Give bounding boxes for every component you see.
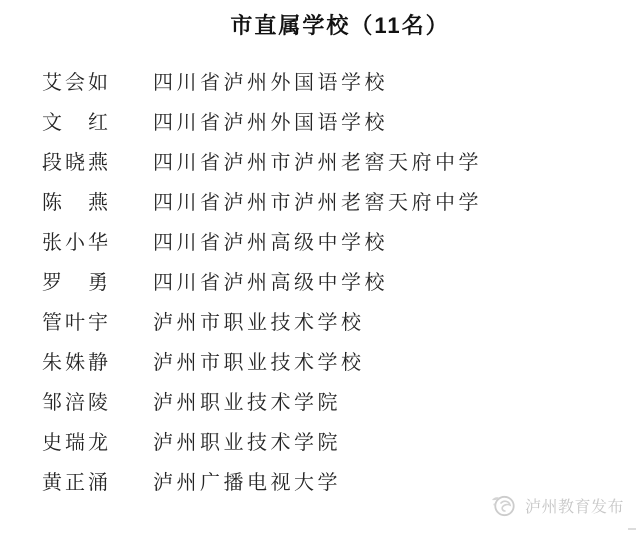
person-name: 管叶宇 bbox=[42, 311, 111, 334]
school-name: 四川省泸州高级中学校 bbox=[153, 271, 388, 294]
school-name: 泸州市职业技术学校 bbox=[153, 351, 365, 374]
person-name: 段晓燕 bbox=[42, 151, 111, 174]
list-item bbox=[42, 60, 640, 100]
watermark-label: 泸州教育发布 bbox=[525, 498, 625, 516]
school-name: 泸州市职业技术学校 bbox=[153, 311, 365, 334]
person-name: 黄正涌 bbox=[42, 471, 111, 494]
awardee-list bbox=[42, 60, 640, 500]
list-item bbox=[42, 180, 640, 220]
list-item bbox=[42, 100, 640, 140]
person-name: 朱姝静 bbox=[42, 351, 111, 374]
list-item bbox=[42, 340, 640, 380]
person-name: 张小华 bbox=[42, 231, 111, 254]
document-page bbox=[0, 12, 640, 534]
person-name: 陈 燕 bbox=[42, 191, 111, 214]
school-name: 四川省泸州外国语学校 bbox=[153, 71, 388, 94]
person-name: 文 红 bbox=[42, 111, 111, 134]
person-name: 艾会如 bbox=[42, 71, 111, 94]
luzhou-education-logo-icon bbox=[489, 491, 517, 519]
school-name: 四川省泸州高级中学校 bbox=[153, 231, 388, 254]
person-name: 邹涪陵 bbox=[42, 391, 111, 414]
person-name: 史瑞龙 bbox=[42, 431, 111, 454]
list-item bbox=[42, 140, 640, 180]
list-item bbox=[42, 420, 640, 460]
school-name: 四川省泸州市泸州老窖天府中学 bbox=[153, 151, 482, 174]
list-item bbox=[42, 300, 640, 340]
person-name: 罗 勇 bbox=[42, 271, 111, 294]
school-name: 泸州职业技术学院 bbox=[153, 391, 341, 414]
watermark bbox=[489, 491, 624, 519]
page-title: 市直属学校（11名） bbox=[230, 13, 450, 38]
school-name: 泸州职业技术学院 bbox=[153, 431, 341, 454]
list-item bbox=[42, 220, 640, 260]
school-name: 四川省泸州外国语学校 bbox=[153, 111, 388, 134]
school-name: 泸州广播电视大学 bbox=[153, 471, 341, 494]
corner-artifact-mark bbox=[628, 528, 636, 530]
school-name: 四川省泸州市泸州老窖天府中学 bbox=[153, 191, 482, 214]
list-item bbox=[42, 380, 640, 420]
list-item bbox=[42, 260, 640, 300]
